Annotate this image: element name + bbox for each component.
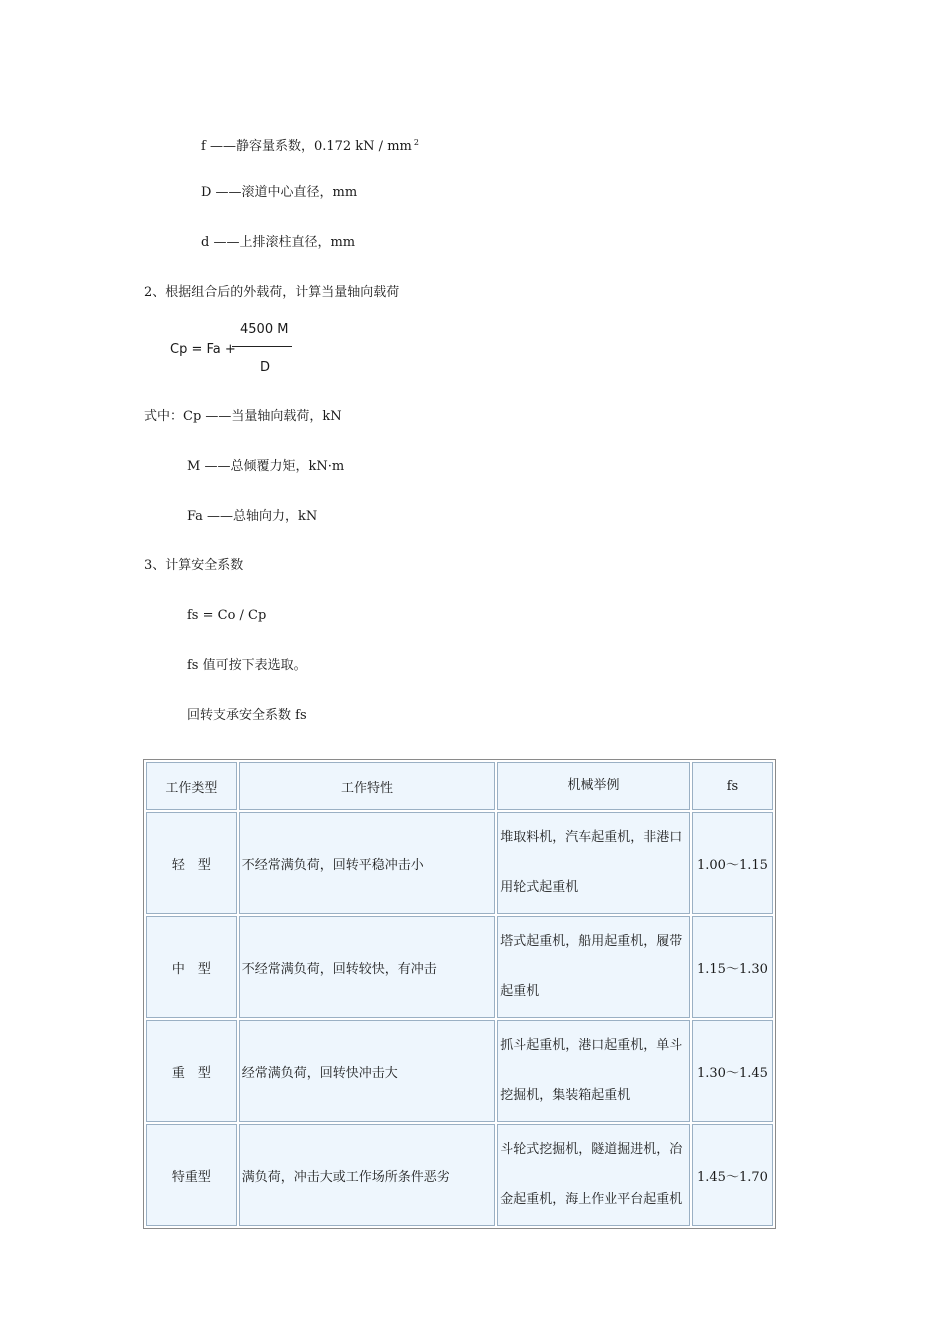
table-title: 回转支承安全系数 fs	[187, 708, 307, 723]
cell-type: 轻 型	[146, 812, 237, 914]
M-definition: M ——总倾覆力矩，kN·m	[187, 459, 345, 474]
d-definition: d ——上排滚柱直径，mm	[201, 235, 356, 250]
superscript-2: 2	[413, 138, 419, 147]
cell-example: 抓斗起重机，港口起重机，单斗挖掘机，集装箱起重机	[497, 1020, 690, 1122]
table-row	[146, 1020, 773, 1122]
fraction-bar	[232, 346, 292, 347]
table-row	[146, 1124, 773, 1226]
step-2-heading: 2、根据组合后的外载荷，计算当量轴向载荷	[144, 285, 400, 300]
cell-characteristic: 满负荷，冲击大或工作场所条件恶劣	[239, 1124, 495, 1226]
cell-characteristic: 不经常满负荷，回转平稳冲击小	[239, 812, 495, 914]
table-header-row	[146, 762, 773, 810]
cell-characteristic: 不经常满负荷，回转较快，有冲击	[239, 916, 495, 1018]
formula-denominator: D	[260, 360, 271, 375]
f-definition: f ——静容量系数，0.172 kN / mm $^2$	[201, 138, 419, 154]
table-row	[146, 812, 773, 914]
fs-formula: fs = Co / Cp	[187, 608, 267, 623]
formula-numerator: 4500 M	[240, 322, 289, 337]
cell-characteristic: 经常满负荷，回转快冲击大	[239, 1020, 495, 1122]
Fa-definition: Fa ——总轴向力，kN	[187, 509, 318, 524]
cell-type: 重 型	[146, 1020, 237, 1122]
cell-fs: 1.30～1.45	[692, 1020, 773, 1122]
cell-example: 斗轮式挖掘机，隧道掘进机，冶金起重机，海上作业平台起重机	[497, 1124, 690, 1226]
cell-fs: 1.45～1.70	[692, 1124, 773, 1226]
header-example: 机械举例	[497, 762, 690, 810]
formula-lhs: Cp = Fa +	[170, 342, 236, 357]
header-characteristic: 工作特性	[239, 762, 495, 810]
header-fs: fs	[692, 762, 773, 810]
cell-fs: 1.15～1.30	[692, 916, 773, 1018]
fs-note: fs 值可按下表选取。	[187, 658, 307, 673]
table-row	[146, 916, 773, 1018]
D-definition: D ——滚道中心直径，mm	[201, 185, 358, 200]
equivalent-load-formula	[170, 318, 310, 378]
cell-fs: 1.00～1.15	[692, 812, 773, 914]
header-work-type: 工作类型	[146, 762, 237, 810]
step-3-heading: 3、计算安全系数	[144, 558, 244, 573]
safety-factor-table	[143, 759, 776, 1229]
cell-type: 特重型	[146, 1124, 237, 1226]
cell-example: 堆取料机，汽车起重机，非港口用轮式起重机	[497, 812, 690, 914]
cell-example: 塔式起重机，船用起重机，履带起重机	[497, 916, 690, 1018]
cell-type: 中 型	[146, 916, 237, 1018]
where-cp-definition: 式中：Cp ——当量轴向载荷，kN	[144, 409, 342, 424]
